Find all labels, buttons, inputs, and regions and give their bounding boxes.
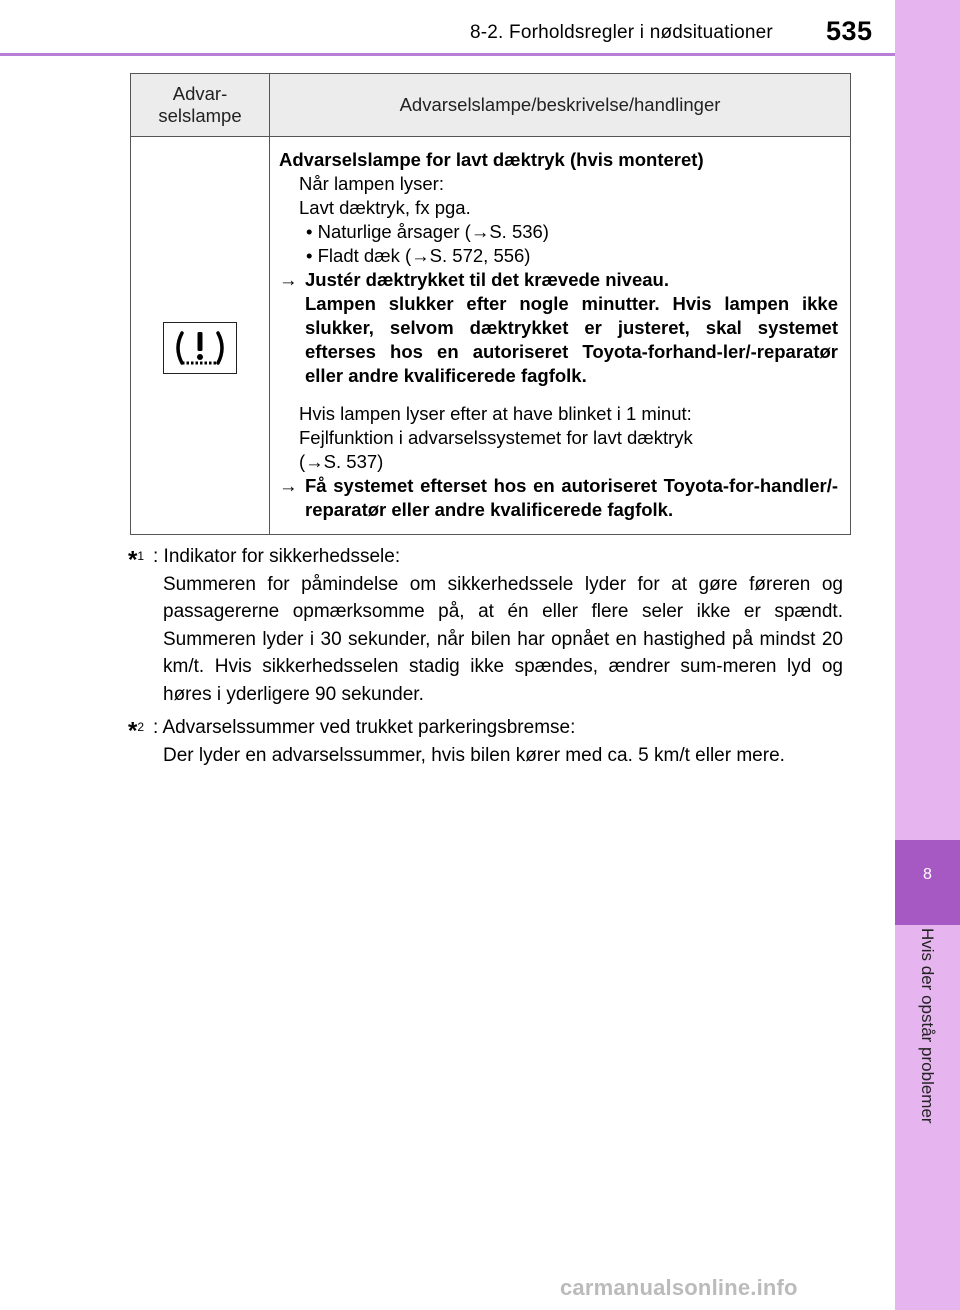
footnote-title: : Indikator for sikkerhedssele:	[153, 546, 401, 567]
footnote-marker: *$^2$	[128, 717, 145, 745]
col-header-description: Advarselslampe/beskrivelse/handlinger	[270, 74, 851, 137]
footnote-text: Der lyder en advarselssummer, hvis bilen kører med ca. 5 km/t eller mere.	[163, 744, 785, 766]
lamp-cell	[131, 137, 270, 535]
page-number: 535	[826, 16, 873, 46]
when-on-label: Når lampen lyser:	[299, 173, 444, 194]
section-title: 8-2. Forholdsregler i nødsituationer	[470, 22, 773, 43]
warning-lamp-table	[130, 73, 851, 535]
action-adjust-pressure	[279, 268, 838, 292]
blink-label: Hvis lampen lyser efter at have blinket i 1 minut:	[299, 403, 692, 424]
header-divider	[0, 53, 895, 56]
action-adjust-detail: Lampen slukker efter nogle minutter. Hvis lampen ikke slukker, selvom dæktrykket er justeret, skal systemet efterses hos en autoriseret Toyota-forhand-ler/-reparatør eller andre kvalificerede fagfolk.	[305, 293, 838, 386]
table-header-row	[131, 74, 851, 137]
action-adjust-text: Justér dæktrykket til det krævede niveau.	[305, 269, 669, 290]
col-header-lamp-line1: Advar-	[172, 83, 228, 104]
blink-ref: (→S. 537)	[299, 451, 384, 472]
description-cell	[270, 137, 851, 535]
arrow-icon: →	[279, 475, 298, 496]
arrow-icon: →	[279, 269, 298, 290]
action-service	[279, 474, 838, 522]
lamp-title: Advarselslampe for lavt dæktryk (hvis monteret)	[279, 149, 704, 170]
tire-pressure-warning-icon	[163, 322, 237, 374]
chapter-title: Hvis der opstår problemer	[918, 928, 937, 1124]
col-header-lamp	[131, 74, 270, 137]
footnote-text: Summeren for påmindelse om sikkerhedssele lyder for at gøre føreren og passagererne opmærksomme på, at én eller flere seler ikke er spændt. Summeren lyder i 30 sekunder, når bilen har opnået en hastighed på mindst 20 km/t. Hvis sikkerhedsselen stadig ikke spændes, ændrer sum-meren lyd og høres i yderligere 90 sekunder.	[163, 573, 843, 705]
footnote-1	[128, 543, 843, 708]
chapter-number: 8	[923, 866, 932, 883]
footnote-2	[128, 714, 843, 769]
action-service-text: Få systemet efterset hos en autoriseret Toyota-for-handler/-reparatør eller andre kvalificerede fagfolk.	[305, 475, 838, 520]
watermark: carmanualsonline.info	[560, 1275, 798, 1300]
cause-bullet-flat: • Fladt dæk (→S. 572, 556)	[306, 245, 531, 266]
footnote-title: : Advarselssummer ved trukket parkeringsbremse:	[153, 717, 576, 738]
chapter-tab[interactable]	[895, 840, 960, 925]
col-header-lamp-line2: selslampe	[158, 105, 242, 126]
cause-bullet-natural: • Naturlige årsager (→S. 536)	[306, 221, 549, 242]
cause-intro: Lavt dæktryk, fx pga.	[299, 197, 471, 218]
blink-cause: Fejlfunktion i advarselssystemet for lavt dæktryk	[299, 427, 693, 448]
table-row	[131, 137, 851, 535]
footnote-marker: *$^1$	[128, 546, 145, 574]
footnotes	[128, 543, 843, 775]
